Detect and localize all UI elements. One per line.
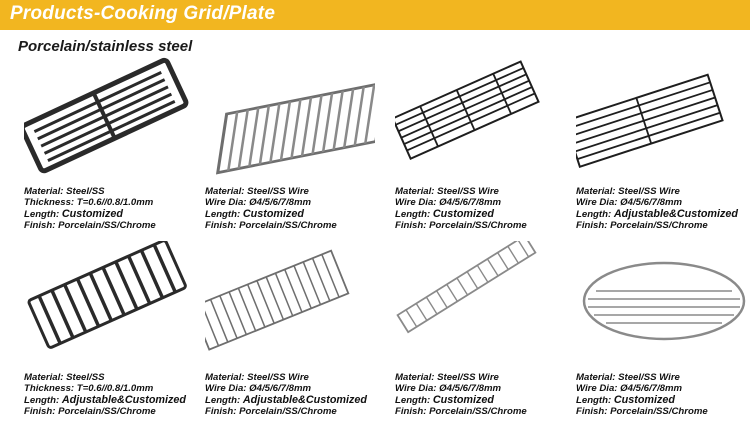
spec-value: Steel/SS Wire <box>618 186 680 197</box>
spec-list <box>205 372 390 418</box>
product-card[interactable] <box>24 241 199 429</box>
spec-key: Wire Dia: <box>395 197 437 209</box>
spec-line <box>205 395 390 406</box>
spec-key: Material: <box>205 186 245 197</box>
spec-key: Length: <box>205 394 241 406</box>
spec-value: Ø4/5/6/7/8mm <box>620 197 683 209</box>
spec-key: Wire Dia: <box>205 383 247 395</box>
spec-value: Adjustable&Customized <box>61 393 187 406</box>
spec-key: Finish: <box>24 220 56 232</box>
spec-value: Customized <box>613 393 676 406</box>
spec-key: Length: <box>395 394 431 406</box>
expandable-wire-grid-image <box>205 241 375 371</box>
spec-key: Wire Dia: <box>205 197 247 209</box>
spec-value: Ø4/5/6/7/8mm <box>620 383 683 395</box>
spec-line <box>576 372 750 383</box>
spec-line <box>205 220 390 231</box>
spec-value: Porcelain/SS/Chrome <box>58 220 156 232</box>
spec-value: Porcelain/SS/Chrome <box>429 406 527 418</box>
spec-key: Finish: <box>24 406 56 418</box>
section-heading: Porcelain/stainless steel <box>18 38 193 55</box>
spec-value: Steel/SS Wire <box>247 186 309 197</box>
spec-key: Length: <box>24 208 60 220</box>
spec-list <box>576 372 750 418</box>
product-card[interactable] <box>395 55 570 243</box>
spec-value: Porcelain/SS/Chrome <box>429 220 527 232</box>
spec-value: Porcelain/SS/Chrome <box>58 406 156 418</box>
title-banner <box>0 0 750 30</box>
spec-value: Customized <box>61 207 124 220</box>
round-hinged-grate-image <box>576 241 746 371</box>
spec-value: Porcelain/SS/Chrome <box>610 406 708 418</box>
product-card[interactable] <box>395 241 570 429</box>
spec-key: Material: <box>576 372 616 383</box>
adjustable-grate-image <box>576 55 746 185</box>
spec-value: Steel/SS Wire <box>437 186 499 197</box>
spec-key: Length: <box>205 208 241 220</box>
spec-key: Length: <box>576 208 612 220</box>
spec-key: Thickness: <box>24 383 75 395</box>
spec-line <box>205 186 390 197</box>
spec-line <box>395 372 580 383</box>
spec-list <box>395 186 580 232</box>
spec-value: Ø4/5/6/7/8mm <box>249 197 312 209</box>
product-card[interactable] <box>205 241 380 429</box>
spec-value: Porcelain/SS/Chrome <box>610 220 708 232</box>
spec-line <box>24 406 209 417</box>
spec-key: Length: <box>395 208 431 220</box>
wire-cooking-grate-image <box>395 55 565 185</box>
spec-line <box>24 372 209 383</box>
spec-line <box>395 395 580 406</box>
spec-list <box>205 186 390 232</box>
spec-line <box>576 406 750 417</box>
spec-key: Wire Dia: <box>395 383 437 395</box>
spec-value: Porcelain/SS/Chrome <box>239 220 337 232</box>
spec-line <box>24 395 209 406</box>
spec-key: Length: <box>576 394 612 406</box>
spec-key: Finish: <box>395 406 427 418</box>
page-title: Products-Cooking Grid/Plate <box>10 3 276 24</box>
product-card[interactable] <box>24 55 199 243</box>
spec-value: Customized <box>242 207 305 220</box>
spec-value: T=0.6//0.8/1.0mm <box>76 383 154 395</box>
product-card[interactable] <box>205 55 380 243</box>
spec-key: Wire Dia: <box>576 197 618 209</box>
spec-line <box>395 209 580 220</box>
spec-value: Steel/SS Wire <box>247 372 309 383</box>
spec-key: Wire Dia: <box>576 383 618 395</box>
spec-line <box>24 209 209 220</box>
spec-key: Thickness: <box>24 197 75 209</box>
spec-key: Finish: <box>576 220 608 232</box>
cast-iron-grate-image <box>24 241 194 371</box>
spec-value: Adjustable&Customized <box>242 393 368 406</box>
spec-list <box>24 186 209 232</box>
spec-key: Material: <box>395 186 435 197</box>
spec-line <box>576 186 750 197</box>
product-card[interactable] <box>576 55 750 243</box>
spec-value: Customized <box>432 207 495 220</box>
spec-line <box>24 186 209 197</box>
spec-line <box>576 395 750 406</box>
spec-value: Customized <box>432 393 495 406</box>
spec-list <box>24 372 209 418</box>
spec-key: Material: <box>205 372 245 383</box>
spec-line <box>395 220 580 231</box>
spec-value: Steel/SS <box>66 186 105 197</box>
warming-rack-image <box>395 241 565 371</box>
spec-key: Material: <box>24 372 64 383</box>
spec-value: Adjustable&Customized <box>613 207 739 220</box>
porcelain-cast-grid-image <box>24 55 194 185</box>
spec-value: Ø4/5/6/7/8mm <box>439 383 502 395</box>
spec-key: Finish: <box>205 220 237 232</box>
spec-key: Material: <box>576 186 616 197</box>
spec-list <box>395 372 580 418</box>
product-card[interactable] <box>576 241 750 429</box>
spec-line <box>576 220 750 231</box>
spec-value: Ø4/5/6/7/8mm <box>249 383 312 395</box>
spec-value: Steel/SS Wire <box>618 372 680 383</box>
spec-value: Porcelain/SS/Chrome <box>239 406 337 418</box>
spec-value: Steel/SS <box>66 372 105 383</box>
spec-key: Finish: <box>576 406 608 418</box>
spec-key: Material: <box>395 372 435 383</box>
spec-line <box>24 220 209 231</box>
spec-key: Material: <box>24 186 64 197</box>
spec-key: Length: <box>24 394 60 406</box>
spec-key: Finish: <box>205 406 237 418</box>
spec-value: T=0.6//0.8/1.0mm <box>76 197 154 209</box>
spec-line <box>395 186 580 197</box>
spec-line <box>205 406 390 417</box>
spec-list <box>576 186 750 232</box>
spec-key: Finish: <box>395 220 427 232</box>
spec-line <box>205 372 390 383</box>
spec-value: Steel/SS Wire <box>437 372 499 383</box>
spec-line <box>205 209 390 220</box>
spec-value: Ø4/5/6/7/8mm <box>439 197 502 209</box>
stainless-wire-grid-image <box>205 55 375 185</box>
spec-line <box>576 209 750 220</box>
spec-line <box>395 406 580 417</box>
